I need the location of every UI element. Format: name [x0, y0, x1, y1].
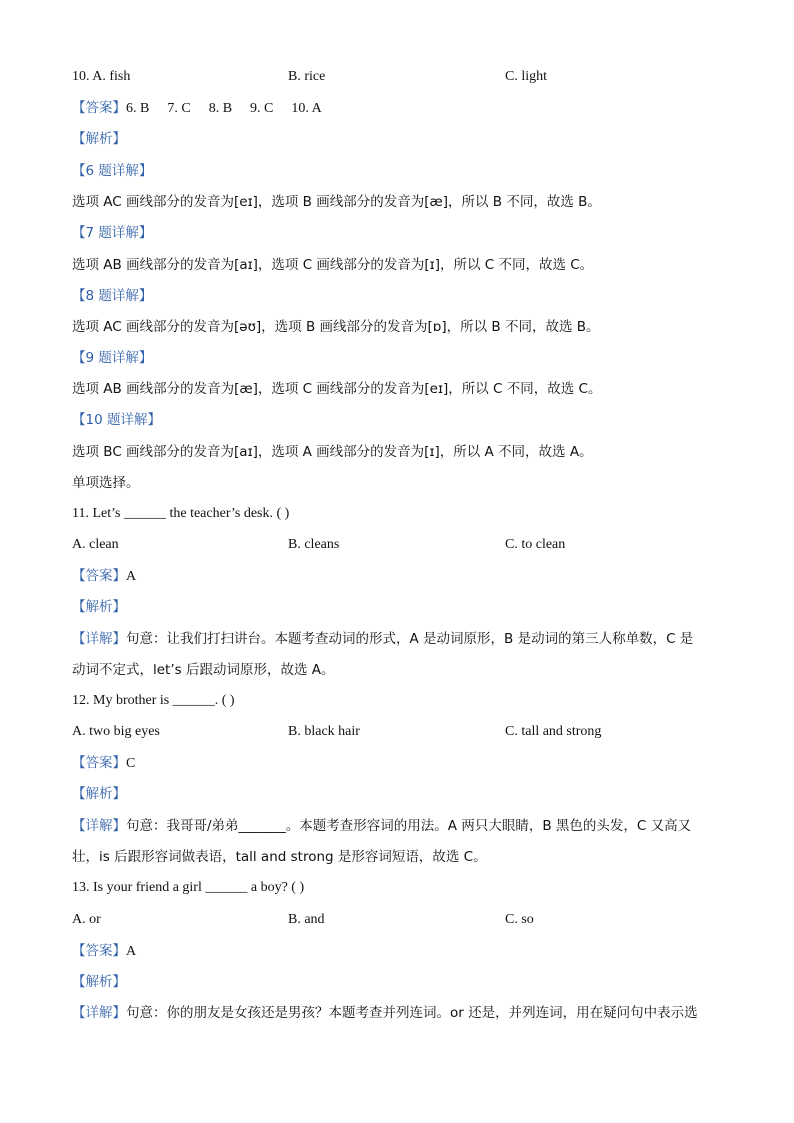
q12-detail-2: 壮，is 后跟形容词做表语，tall and strong 是形容词短语，故选 C。	[72, 849, 487, 865]
detail-tag: 【详解】	[72, 631, 126, 647]
answer-value: A	[126, 569, 137, 584]
explain-6-heading: 【6 题详解】	[72, 163, 153, 179]
answer-item: 7. C	[167, 101, 191, 116]
q11-analysis-heading: 【解析】	[72, 599, 126, 615]
answer-tag: 【答案】	[72, 943, 126, 959]
detail-text: 句意：让我们打扫讲台。本题考查动词的形式，A 是动词原形，B 是动词的第三人称单数，C 是	[126, 631, 694, 647]
q11-option-b: B. cleans	[288, 537, 340, 552]
q13-option-a: A. or	[72, 912, 101, 927]
q11-detail-2: 动词不定式，let’s 后跟动词原形，故选 A。	[72, 662, 335, 678]
explain-10-text: 选项 BC 画线部分的发音为[aɪ]，选项 A 画线部分的发音为[ɪ]，所以 A 不同，故选 A。	[72, 444, 593, 460]
answers-6-10	[72, 99, 340, 118]
detail-tag: 【详解】	[72, 818, 126, 834]
explain-9-heading: 【9 题详解】	[72, 350, 153, 366]
detail-text: 句意：你的朋友是女孩还是男孩？本题考查并列连词。or 还是，并列连词，用在疑问句中表示选	[126, 1005, 698, 1021]
answer-item: 6. B	[126, 101, 150, 116]
q10-option-c: C. light	[505, 69, 548, 84]
answer-tag: 【答案】	[72, 568, 126, 584]
answer-item: 8. B	[208, 101, 233, 116]
analysis-heading: 【解析】	[72, 131, 126, 147]
q12-option-c: C. tall and strong	[505, 724, 602, 739]
explain-8-heading: 【8 题详解】	[72, 288, 153, 304]
q11-option-a: A. clean	[72, 537, 119, 552]
explain-6-text: 选项 AC 画线部分的发音为[eɪ]，选项 B 画线部分的发音为[æ]，所以 B 不同，故选 B。	[72, 194, 601, 210]
q11-stem: 11. Let’s ______ the teacher’s desk. ( )	[72, 506, 290, 521]
q13-analysis-heading: 【解析】	[72, 974, 126, 990]
q13-option-b: B. and	[288, 912, 325, 927]
section-title: 单项选择。	[72, 475, 140, 491]
explain-7-text: 选项 AB 画线部分的发音为[aɪ]，选项 C 画线部分的发音为[ɪ]，所以 C 不同，故选 C。	[72, 257, 594, 273]
answer-value: A	[126, 944, 137, 959]
q12-stem: 12. My brother is ______. ( )	[72, 693, 235, 708]
answer-item: 9. C	[250, 101, 274, 116]
answer-tag: 【答案】	[72, 100, 126, 116]
detail-tag: 【详解】	[72, 1005, 126, 1021]
q11-answer	[72, 567, 136, 586]
q12-answer	[72, 754, 135, 773]
answer-tag: 【答案】	[72, 755, 126, 771]
q10-option-b: B. rice	[288, 69, 326, 84]
explain-7-heading: 【7 题详解】	[72, 225, 153, 241]
q12-detail-1	[72, 817, 691, 835]
explain-10-heading: 【10 题详解】	[72, 412, 161, 428]
explain-8-text: 选项 AC 画线部分的发音为[əʊ]，选项 B 画线部分的发音为[ɒ]，所以 B 不同，故选 B。	[72, 319, 600, 335]
answer-value: C	[126, 756, 136, 771]
q10-option-a: 10. A. fish	[72, 69, 131, 84]
q12-option-a: A. two big eyes	[72, 724, 160, 739]
q13-stem: 13. Is your friend a girl ______ a boy? ( )	[72, 880, 305, 895]
q13-detail-1	[72, 1004, 698, 1022]
q11-detail-1	[72, 630, 693, 648]
explain-9-text: 选项 AB 画线部分的发音为[æ]，选项 C 画线部分的发音为[eɪ]，所以 C 不同，故选 C。	[72, 381, 602, 397]
q13-option-c: C. so	[505, 912, 534, 927]
q13-answer	[72, 942, 136, 961]
q12-option-b: B. black hair	[288, 724, 360, 739]
answer-item: 10. A	[291, 101, 322, 116]
q11-option-c: C. to clean	[505, 537, 566, 552]
q12-analysis-heading: 【解析】	[72, 786, 126, 802]
detail-text: 句意：我哥哥/弟弟_______。本题考查形容词的用法。A 两只大眼睛，B 黑色的头发，C 又高又	[126, 818, 692, 834]
